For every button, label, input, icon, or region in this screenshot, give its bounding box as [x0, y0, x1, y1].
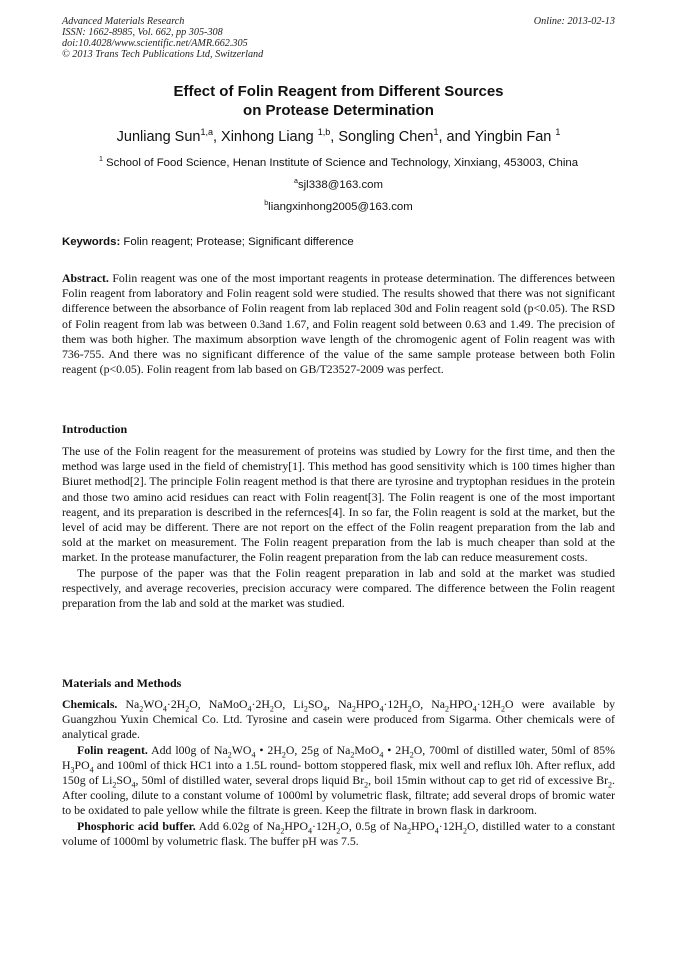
buffer-paragraph: Phosphoric acid buffer. Add 6.02g of $Na_2HPO_4\cdot 12H_2O$, 0.5g of $Na_2HPO_4\cdot 12H_2O$, distilled water to a constant volume of 1000ml by volumetric flask. The buffer pH was 7.5.	[62, 818, 615, 848]
folin-text-7: . After cooling, dilute to a constant volume of 1000ml by volumetric flask, filtrate; add several drops of bromic water to be oxidated to pale yellow while the filtrate is green. Keep the filtrate in brown flask in darkroom.	[62, 773, 615, 818]
introduction-paragraph-1: The use of the Folin reagent for the measurement of proteins was studied by Lowry for the first time, and then the method was large used in the field of chemistry[1]. This method has good sensitivity which is 100 times higher than Biuret method[2]. The principle Folin reagent method is that there are tyrosine and tryptophan residues in the protein and those two amino acid residues can react with Folin reagent[3]. The Folin reagent is one of the most important reagent, and its preparation is described in the refernces[4]. In so far, the Folin reagent is sold at the market, but the level of acid may be different. There are not report on the effect of the Folin reagent preparation from the lab and sold at the market on measurement. The Folin reagent preparation from the lab is much cheaper than sold at the market. In the protease manufacturer, the Folin reagent preparation from the lab can reduce measurement costs.	[62, 444, 615, 565]
folin-text-1: Add l00g of	[147, 742, 215, 757]
chemicals-text: were available by Guangzhou Yuxin Chemical Co. Ltd. Tyrosine and casein were produced from Sigarma. Other chemicals were of analytical grade.	[62, 697, 615, 742]
email-a	[62, 179, 615, 191]
folin-text-5: , 50ml of distilled water, several drops liquid	[135, 773, 353, 788]
buffer-text-2: , 0.5g of	[348, 818, 394, 833]
affiliation	[62, 157, 615, 169]
introduction-body	[62, 444, 615, 611]
keywords-label: Keywords:	[62, 236, 121, 248]
email-a-address: sjl338@163.com	[297, 179, 383, 191]
methods-heading: Materials and Methods	[62, 676, 182, 690]
abstract	[62, 271, 615, 377]
introduction-paragraph-2: The purpose of the paper was that the Folin reagent preparation in lab and sold at the market was studied respectively, and average recoveries, precision accuracy were compared. The difference between the Folin reagent preparation from the lab and sold at the market was studied.	[62, 565, 615, 611]
folin-text-2: , 25g of	[294, 742, 337, 757]
chemicals-paragraph: Chemicals. $Na_2WO_4\cdot 2H_2O$, $NaMoO_4\cdot 2H_2O$, $Li_2SO_4$, $Na_2HPO_4\cdot 12H_2O$, $Na_2HPO_4\cdot 12H_2O$ were available by Guangzhou Yuxin Chemical Co. Ltd. Tyrosine and casein were produced from Sigarma. Other chemicals were of analytical grade.	[62, 697, 615, 742]
author-2-affil: 1,b	[317, 127, 331, 138]
folin-text-6: , boil 15min without cap to get rid of excessive	[368, 773, 597, 788]
email-b-marker: b	[264, 200, 269, 208]
email-b	[62, 201, 615, 213]
buffer-label: Phosphoric acid buffer.	[77, 818, 196, 833]
abstract-text: Folin reagent was one of the most important reagents in protease determination. The differences between Folin reagent from laboratory and Folin reagent sold were studied. The results showed that there was not significant difference between the absorbance of Folin reagent from lab replaced 30d and Folin reagent sold (p<0.05). The RSD of Folin reagent from lab was between 0.3and 1.67, and Folin reagent sold between 0.63 and 1.49. The precision of them was both higher. The maximum absorption wave length of the chromogenic agent of Folin reagent was with 736-755. And there was no significant difference of the value of the same sample protease between both Folin reagent (p<0.05). Folin reagent from lab based on GB/T23527-2009 was perfect.	[62, 271, 615, 377]
affiliation-text: School of Food Science, Henan Institute of Science and Technology, Xinxiang, 453003, China	[102, 157, 579, 169]
journal-header	[62, 16, 615, 60]
copyright-line: © 2013 Trans Tech Publications Ltd, Switzerland	[62, 49, 264, 60]
author-3: , Songling Chen	[330, 129, 434, 145]
author-1: Junliang Sun	[116, 129, 201, 145]
email-b-address: liangxinhong2005@163.com	[268, 201, 413, 213]
abstract-label: Abstract.	[62, 271, 109, 285]
issn-line: ISSN: 1662-8985, Vol. 662, pp 305-308	[62, 27, 223, 38]
folin-text-4: and 100ml of thick HC1 into a 1.5L round- bottom stoppered flask, mix well and reflux l0h. After reflux, add 150g of	[62, 757, 615, 788]
folin-paragraph: Folin reagent. Add l00g of $Na_2WO_4$ • $2H_2O$, 25g of $Na_2MoO_4$ • $2H_2O$, 700ml of distilled water, 50ml of 85% $H_3PO_4$ and 100ml of thick HC1 into a 1.5L round- bottom stoppered flask, mix well and reflux l0h. After reflux, add 150g of $Li_2SO_4$, 50ml of distilled water, several drops liquid $Br_2$, boil 15min without cap to get rid of excessive $Br_2$. After cooling, dilute to a constant volume of 1000ml by volumetric flask, filtrate; add several drops of bromic water to be oxidated to pale yellow while the filtrate is green. Keep the filtrate in brown flask in darkroom.	[62, 742, 616, 818]
buffer-text-3: , distilled water to a constant volume of 1000ml by volumetric flask. The buffer pH was 7.5.	[62, 818, 615, 848]
email-a-marker: a	[294, 178, 298, 186]
chemicals-label: Chemicals.	[62, 697, 118, 711]
folin-label: Folin reagent.	[77, 742, 148, 757]
author-4: , and Yingbin Fan	[438, 129, 556, 145]
keywords	[62, 236, 615, 248]
author-2: , Xinhong Liang	[212, 129, 318, 145]
buffer-text-1: Add 6.02g of	[195, 818, 267, 833]
author-list	[62, 129, 615, 145]
author-4-affil: 1	[555, 127, 561, 138]
paper-title	[62, 82, 615, 120]
author-1-affil: 1,a	[200, 127, 213, 138]
journal-name: Advanced Materials Research	[62, 16, 185, 27]
methods-body	[62, 697, 615, 849]
online-date: Online: 2013-02-13	[533, 16, 615, 27]
folin-text-3: , 700ml of distilled water, 50ml of 85%	[422, 742, 616, 757]
author-3-affil: 1	[433, 127, 439, 138]
title-line-2: on Protease Determination	[243, 102, 434, 119]
title-line-1: Effect of Folin Reagent from Different Sources	[173, 83, 504, 100]
doi-line: doi:10.4028/www.scientific.net/AMR.662.305	[62, 38, 248, 49]
introduction-heading: Introduction	[62, 422, 128, 436]
keywords-text: Folin reagent; Protease; Significant difference	[120, 236, 354, 248]
affiliation-number: 1	[98, 156, 103, 164]
